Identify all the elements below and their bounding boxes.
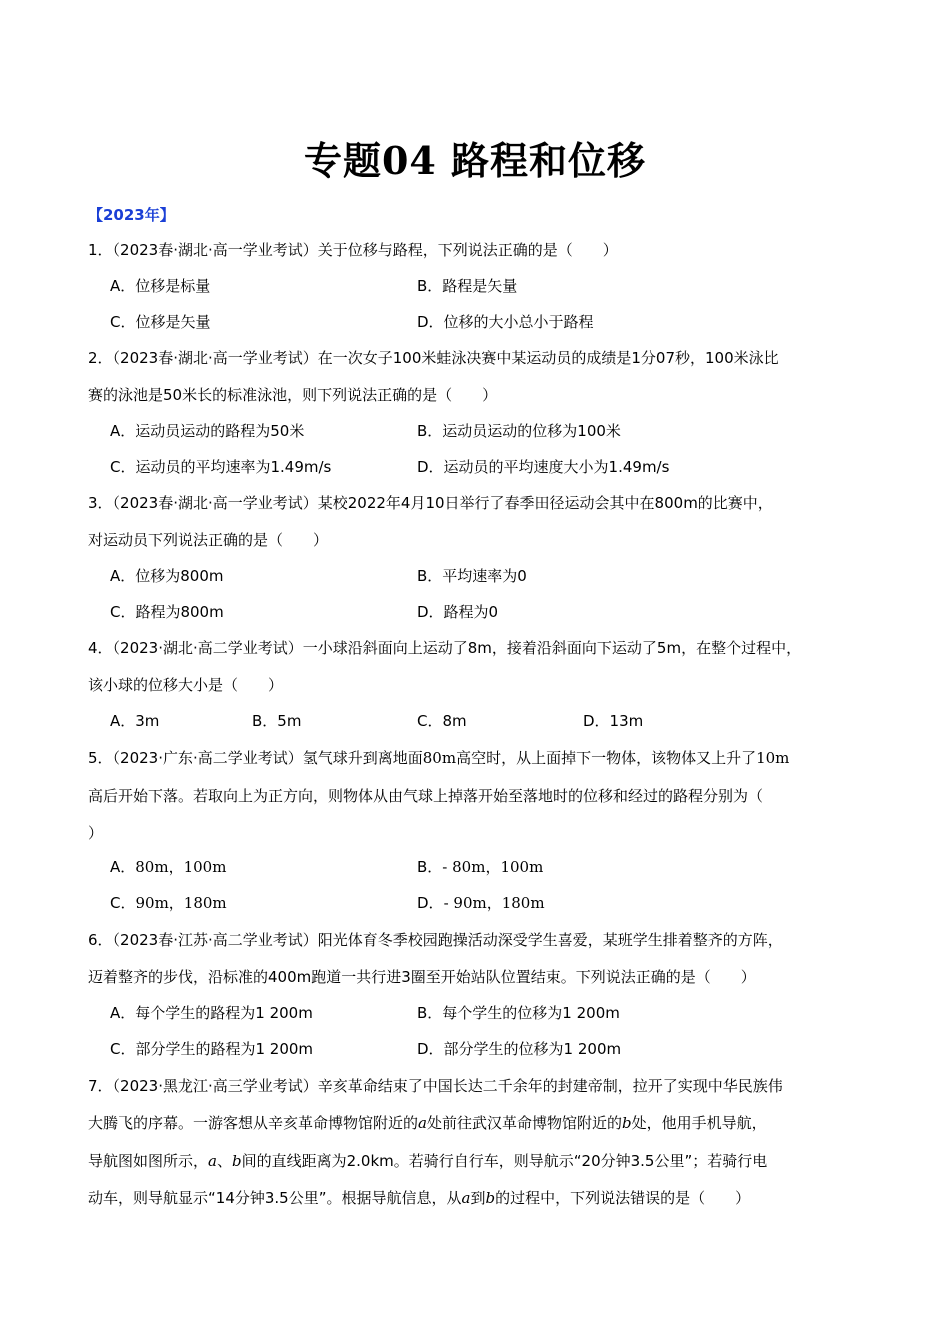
question-7-line-2-text-3: 处，他用手机导航， [631, 1114, 767, 1132]
question-3-option-c: C．路程为800m [110, 603, 224, 621]
year-section-heading: 【2023年】 [88, 206, 175, 224]
point-a-label-2: a [208, 1152, 217, 1170]
question-6-option-a: A．每个学生的路程为1 200m [110, 1004, 313, 1022]
question-6-option-b: B．每个学生的位移为1 200m [417, 1004, 620, 1022]
question-2-option-c: C．运动员的平均速率为1.49m/s [110, 458, 332, 476]
question-5-option-d-value: - 90m，180m [443, 894, 545, 912]
point-b-label: b [621, 1114, 632, 1132]
question-5-stem-line-2: 高后开始下落。若取向上为正方向，则物体从由气球上掉落开始至落地时的位移和经过的路程分别为（ [88, 787, 764, 805]
question-4-option-c: C．8m [417, 712, 467, 730]
question-4-stem-line-2: 该小球的位移大小是（ ） [88, 676, 284, 694]
question-5-option-a [110, 857, 226, 877]
question-5-option-c-value: 90m，180m [135, 894, 227, 912]
question-1-option-b: B．路程是矢量 [417, 277, 518, 295]
point-b-label-3: b [485, 1189, 496, 1207]
question-7-line-2-text-2: 处前往武汉革命博物馆附近的 [426, 1114, 622, 1132]
question-5-option-b-label: B． [417, 858, 443, 876]
question-4-stem-line-1: 4．（2023·湖北·高二学业考试）一小球沿斜面向上运动了8m，接着沿斜面向下运动了5m，在整个过程中， [88, 639, 802, 657]
question-5-option-d-label: D． [417, 894, 444, 912]
question-5-option-a-value: 80m，100m [135, 858, 227, 876]
question-3-stem-line-2: 对运动员下列说法正确的是（ ） [88, 531, 329, 549]
question-4-option-d: D．13m [583, 712, 644, 730]
question-7-line-4-text-2: 到 [470, 1189, 486, 1207]
question-3-stem-line-1: 3．（2023春·湖北·高一学业考试）某校2022年4月10日举行了春季田径运动会其中在800m的比赛中， [88, 494, 773, 512]
point-a-label: a [418, 1114, 427, 1132]
question-5-stem-text-2: 高空时，从上面掉下一物体，该物体又上升了 [456, 749, 757, 767]
question-3-option-b: B．平均速率为0 [417, 567, 527, 585]
question-3-option-d: D．路程为0 [417, 603, 499, 621]
question-7-stem-line-3 [88, 1151, 767, 1171]
question-6-option-d: D．部分学生的位移为1 200m [417, 1040, 622, 1058]
question-2-option-a: A．运动员运动的路程为50米 [110, 422, 305, 440]
point-a-label-3: a [461, 1189, 471, 1207]
question-5-height-value: 80m [422, 749, 457, 767]
question-2-stem-line-1: 2．（2023春·湖北·高一学业考试）在一次女子100米蛙泳决赛中某运动员的成绩是1分07秒，100米泳比 [88, 349, 779, 367]
question-2-stem-line-2: 赛的泳池是50米长的标准泳池，则下列说法正确的是（ ） [88, 386, 498, 404]
question-5-option-c-label: C． [110, 894, 136, 912]
question-7-line-3-text-1: 导航图如图所示， [88, 1152, 209, 1170]
question-7-stem-line-1: 7．（2023·黑龙江·高三学业考试）辛亥革命结束了中国长达二千余年的封建帝制，拉开了实现中华民族伟 [88, 1077, 783, 1095]
question-7-line-4-text-1: 动车，则导航显示“14分钟3.5公里”。根据导航信息，从 [88, 1189, 462, 1207]
question-6-stem-line-2: 迈着整齐的步伐，沿标准的400m跑道一共行进3圈至开始站队位置结束。下列说法正确的是（ ） [88, 968, 756, 986]
question-5-option-d [417, 893, 545, 913]
question-5-stem-text-1: 5．（2023·广东·高二学业考试）氢气球升到离地面 [88, 749, 423, 767]
question-1-stem: 1．（2023春·湖北·高一学业考试）关于位移与路程，下列说法正确的是（ ） [88, 241, 618, 259]
question-7-line-3-text-3: 间的直线距离为2.0km。若骑行自行车，则导航示“20分钟3.5公里”；若骑行电 [241, 1152, 768, 1170]
question-4-option-b: B．5m [252, 712, 302, 730]
question-2-option-d: D．运动员的平均速度大小为1.49m/s [417, 458, 670, 476]
question-5-rise-value: 10m [756, 749, 790, 767]
question-7-stem-line-2 [88, 1113, 767, 1133]
question-6-option-c: C．部分学生的路程为1 200m [110, 1040, 314, 1058]
page-title: 专题04 路程和位移 [303, 138, 647, 183]
question-4-option-a: A．3m [110, 712, 160, 730]
question-7-line-4-text-3: 的过程中，下列说法错误的是（ ） [495, 1189, 751, 1207]
question-5-stem-line-3: ） [88, 824, 104, 842]
question-5-option-a-label: A． [110, 858, 136, 876]
question-1-option-a: A．位移是标量 [110, 277, 211, 295]
question-5-option-b-value: - 80m，100m [442, 858, 544, 876]
question-5-stem-line-1 [88, 748, 789, 768]
question-2-option-b: B．运动员运动的位移为100米 [417, 422, 621, 440]
question-7-line-2-text-1: 大腾飞的序幕。一游客想从辛亥革命博物馆附近的 [88, 1114, 419, 1132]
question-3-option-a: A．位移为800m [110, 567, 224, 585]
question-7-line-3-text-2: 、 [216, 1152, 232, 1170]
question-1-option-d: D．位移的大小总小于路程 [417, 313, 594, 331]
question-5-option-b [417, 857, 543, 877]
question-5-option-c [110, 893, 227, 913]
question-7-stem-line-4 [88, 1188, 750, 1208]
question-6-stem-line-1: 6．（2023春·江苏·高二学业考试）阳光体育冬季校园跑操活动深受学生喜爱，某班学生排着整齐的方阵， [88, 931, 783, 949]
question-1-option-c: C．位移是矢量 [110, 313, 211, 331]
point-b-label-2: b [231, 1152, 242, 1170]
